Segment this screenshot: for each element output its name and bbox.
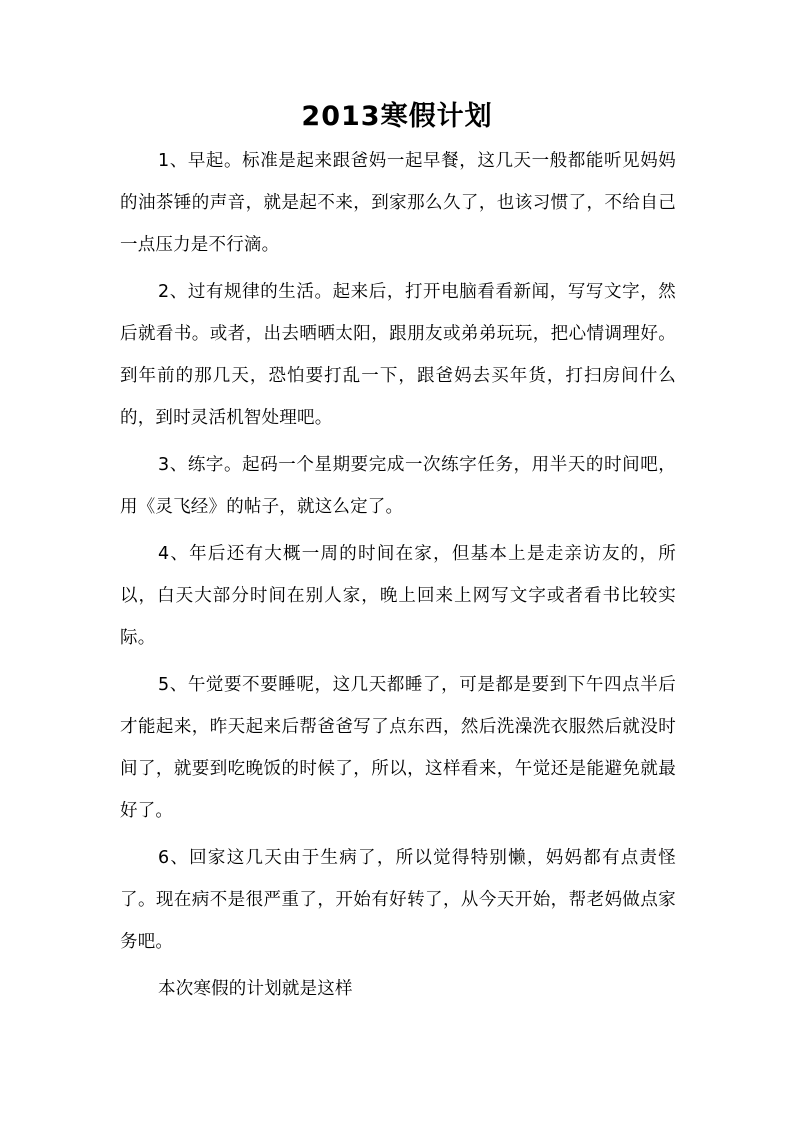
document-title: 2013寒假计划: [301, 101, 493, 132]
document-body: [120, 140, 676, 1015]
paragraph-1: 1、早起。标准是起来跟爸妈一起早餐，这几天一般都能听见妈妈的油茶锤的声音，就是起不来，到家那么久了，也该习惯了，不给自己一点压力是不行滴。: [120, 151, 676, 255]
paragraph-4: 4、年后还有大概一周的时间在家，但基本上是走亲访友的，所以，白天大部分时间在别人家，晚上回来上网写文字或者看书比较实际。: [120, 544, 676, 648]
paragraph-2: 2、过有规律的生活。起来后，打开电脑看看新闻，写写文字，然后就看书。或者，出去晒晒太阳，跟朋友或弟弟玩玩，把心情调理好。到年前的那几天，恐怕要打乱一下，跟爸妈去买年货，打扫房间什么的，到时灵活机智处理吧。: [120, 282, 676, 428]
paragraph-5: 5、午觉要不要睡呢，这几天都睡了，可是都是要到下午四点半后才能起来，昨天起来后帮爸爸写了点东西，然后洗澡洗衣服然后就没时间了，就要到吃晚饭的时候了，所以，这样看来，午觉还是能避免就最好了。: [120, 675, 676, 821]
paragraph-3: 3、练字。起码一个星期要完成一次练字任务，用半天的时间吧，用《灵飞经》的帖子，就这么定了。: [120, 455, 676, 517]
paragraph-6: 6、回家这几天由于生病了，所以觉得特别懒，妈妈都有点责怪了。现在病不是很严重了，开始有好转了，从今天开始，帮老妈做点家务吧。: [120, 848, 676, 952]
closing-line: 本次寒假的计划就是这样: [158, 979, 353, 999]
